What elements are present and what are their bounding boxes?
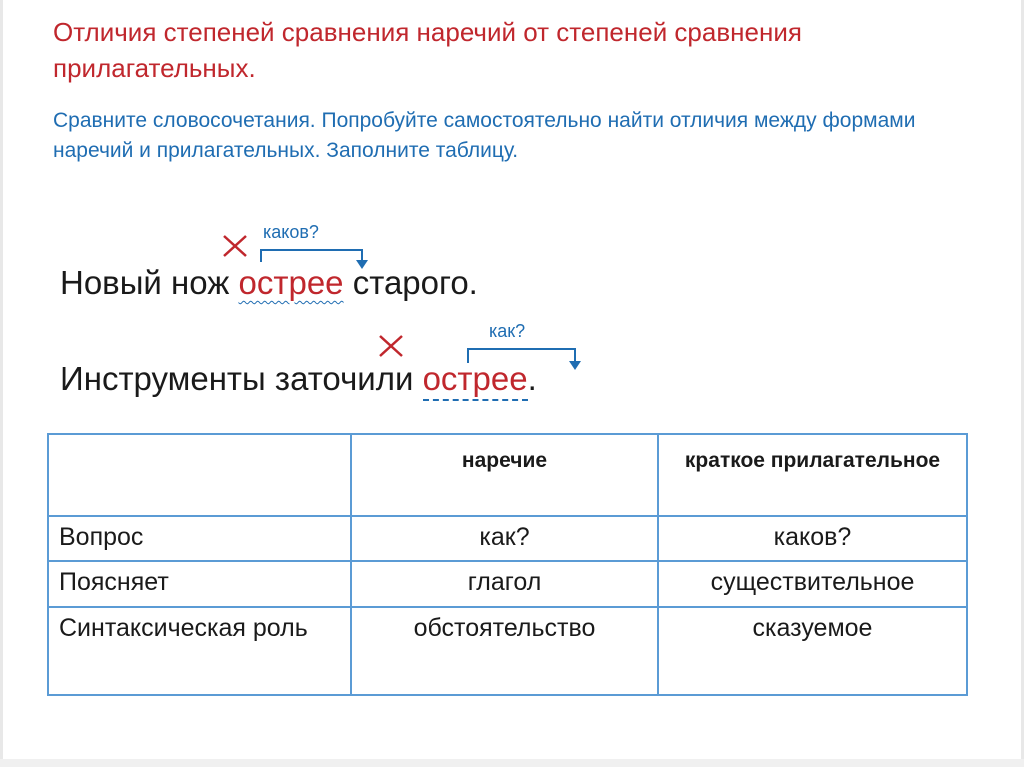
comparison-table	[47, 433, 966, 694]
question-label-kak: как?	[489, 321, 526, 341]
cross-icon	[377, 333, 405, 359]
example-sentence-1	[60, 264, 478, 302]
highlight-adjective: острее	[238, 264, 344, 301]
table-cell: каков?	[658, 516, 967, 561]
table-cell: Поясняет	[48, 561, 351, 607]
table-cell: Вопрос	[48, 516, 351, 561]
table-cell: существительное	[658, 561, 967, 607]
sentence-2-end: .	[527, 360, 537, 397]
table-cell: Синтаксическая роль	[48, 607, 351, 695]
highlight-adverb: острее	[422, 360, 528, 397]
table-cell: как?	[351, 516, 658, 561]
table-header-empty	[48, 434, 351, 516]
sentence-2-start: Инструменты заточили	[60, 360, 423, 397]
sentence-1-start: Новый нож	[60, 264, 239, 301]
table-header-row	[48, 434, 967, 516]
sentence-1-end: старого.	[343, 264, 478, 301]
table-header-adverb: наречие	[351, 434, 658, 516]
question-label-kakov: каков?	[263, 222, 319, 242]
slide-title: Отличия степеней сравнения наречий от степеней сравнения прилагательных.	[53, 17, 802, 83]
instruction-text: Сравните словосочетания. Попробуйте самостоятельно найти отличия между формами наречий и прилагательных. Заполните таблицу.	[53, 109, 916, 162]
cross-icon	[221, 233, 249, 259]
table-row	[48, 607, 967, 695]
table-row	[48, 516, 967, 561]
table-cell: обстоятельство	[351, 607, 658, 695]
table-row	[48, 561, 967, 607]
left-edge	[0, 0, 3, 767]
table-cell: сказуемое	[658, 607, 967, 695]
bottom-edge	[0, 759, 1024, 767]
table-cell: глагол	[351, 561, 658, 607]
example-sentence-2	[60, 360, 537, 398]
table-header-short-adjective: краткое прилагательное	[658, 434, 967, 516]
